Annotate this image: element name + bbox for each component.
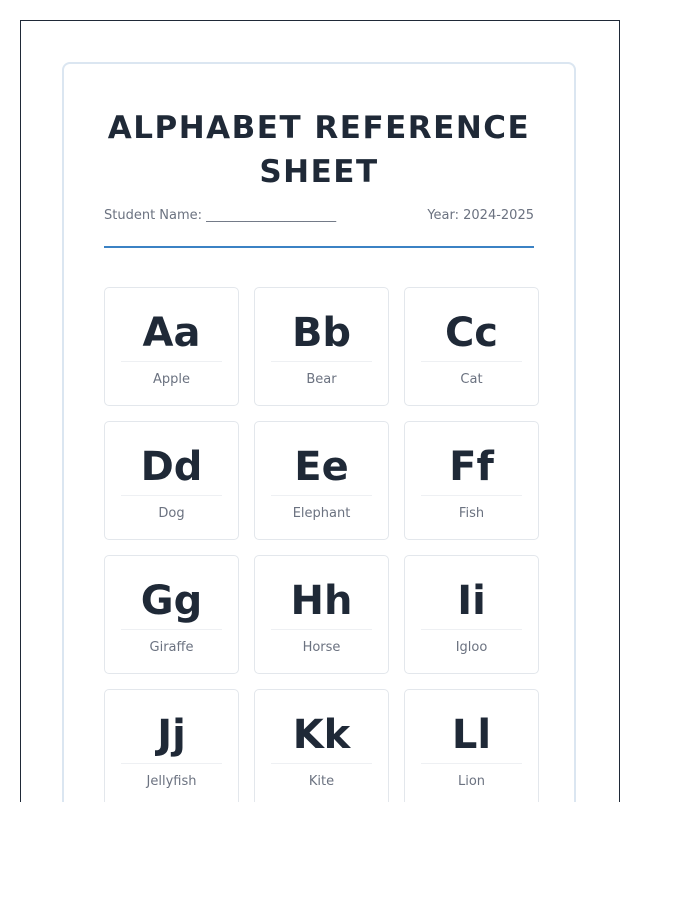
letter-card-c [404,287,539,406]
example-word: Elephant [292,506,351,521]
year-label: Year: 2024-2025 [427,208,534,223]
example-word: Dog [158,506,185,521]
letter-card-a [104,287,239,406]
letter-pair: Hh [290,578,353,624]
letter-pair: Kk [292,712,351,758]
letter-pair: Ee [294,444,349,490]
example-word: Bear [306,372,337,387]
letter-pair: Bb [291,310,352,356]
card-divider [121,763,222,764]
card-divider [121,495,222,496]
letter-card-g [104,555,239,674]
example-word: Horse [302,640,341,655]
card-divider [121,361,222,362]
letter-card-e [254,421,389,540]
example-word: Giraffe [149,640,194,655]
reference-sheet [62,62,576,802]
card-divider [121,629,222,630]
example-word: Cat [460,372,483,387]
card-divider [421,361,522,362]
sheet-meta-row [104,206,534,248]
example-word: Kite [308,774,335,789]
example-word: Lion [457,774,486,789]
letter-pair: Jj [157,712,186,758]
example-word: Apple [152,372,190,387]
letter-pair: Gg [140,578,203,624]
letter-pair: Dd [140,444,203,490]
card-divider [271,495,372,496]
letter-card-f [404,421,539,540]
card-divider [421,763,522,764]
letter-card-k [254,689,389,802]
example-word: Fish [458,506,485,521]
student-name-label: Student Name: ____________________ [104,208,337,223]
letter-pair: Aa [142,310,201,356]
letter-card-b [254,287,389,406]
letter-pair: Ll [451,712,492,758]
letter-card-grid [104,287,538,802]
letter-card-h [254,555,389,674]
page-title: ALPHABET REFERENCE SHEET [107,110,531,190]
card-divider [421,629,522,630]
letter-card-i [404,555,539,674]
letter-pair: Ff [449,444,494,490]
example-word: Jellyfish [146,774,197,789]
card-divider [271,629,372,630]
letter-pair: Cc [444,310,499,356]
letter-card-j [104,689,239,802]
card-divider [271,361,372,362]
letter-card-l [404,689,539,802]
example-word: Igloo [455,640,488,655]
card-divider [271,763,372,764]
card-divider [421,495,522,496]
letter-pair: Ii [457,578,486,624]
document-viewport [20,20,620,802]
letter-card-d [104,421,239,540]
